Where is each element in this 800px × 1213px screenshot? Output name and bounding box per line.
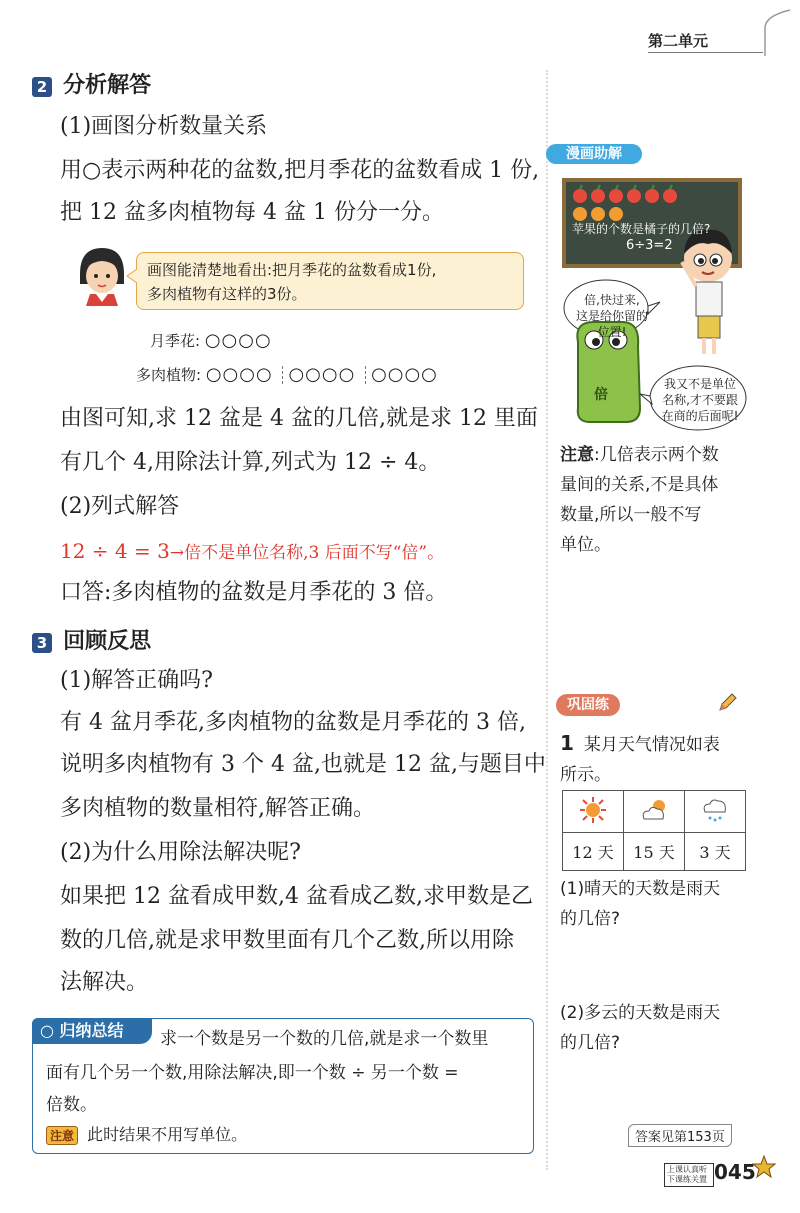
sidebar-note-line-3: 数量,所以一般不写: [560, 505, 702, 525]
unit-label: 第二单元: [648, 32, 709, 50]
group-separator: [282, 366, 283, 384]
summary-line-2: 面有几个另一个数,用除法解决,即一个数 ÷ 另一个数 =: [46, 1063, 459, 1083]
rose-label: 月季花:: [150, 332, 201, 350]
boy-bubble-line-2: 这是给你留的: [575, 309, 648, 323]
step-1-label: (1)画图分析数量关系: [60, 114, 268, 139]
boy-bubble: [572, 292, 652, 340]
speech-bubble: [136, 252, 524, 310]
answer-reference: [628, 1124, 732, 1147]
summary-title: 归纳总结: [59, 1021, 124, 1040]
paragraph-1-line-1: 用○表示两种花的盆数,把月季花的盆数看成 1 份,: [60, 158, 540, 183]
sidebar-note-line-1: :几倍表示两个数: [594, 445, 719, 465]
succulent-row: [136, 364, 438, 385]
answer-reference-text: 答案见第153页: [635, 1130, 725, 1145]
summary-bullet-icon: ○: [40, 1021, 54, 1040]
pencil-icon: [716, 690, 740, 714]
step-2-label: (2)列式解答: [60, 494, 180, 519]
monster-bubble: [652, 376, 748, 424]
monster-label: 倍: [594, 387, 608, 403]
question-2: (2)为什么用除法解决呢?: [60, 840, 301, 865]
practice-q2-line-1: (2)多云的天数是雨天: [560, 1003, 721, 1023]
practice-tag: [556, 694, 620, 716]
board-equation: 6÷3=2: [626, 238, 673, 253]
speech-line-2: 多肉植物有这样的3份。: [147, 285, 307, 303]
page-number: 045: [714, 1160, 756, 1184]
comic-label: 漫画助解: [566, 146, 622, 162]
section-3-title: 回顾反思: [63, 629, 152, 654]
group-separator: [365, 366, 366, 384]
answer-1-line-1: 有 4 盆月季花,多肉植物的盆数是月季花的 3 倍,: [60, 710, 526, 735]
answer-1-line-2: 说明多肉植物有 3 个 4 盆,也就是 12 盆,与题目中: [60, 752, 546, 777]
paragraph-2-line-1: 由图可知,求 12 盆是 4 盆的几倍,就是求 12 里面: [60, 406, 538, 431]
practice-label: 巩固练: [567, 697, 609, 713]
problem-line-1: 某月天气情况如表: [583, 735, 720, 755]
weather-table: [562, 790, 746, 871]
slogan-line-2: 下课练关置: [667, 1175, 707, 1184]
boy-bubble-line-3: 位置!: [597, 325, 627, 339]
rose-row: [150, 330, 272, 351]
rain-icon: [700, 796, 730, 824]
star-mascot-icon: [752, 1154, 776, 1180]
section-2-heading: [32, 68, 151, 99]
practice-q1-line-2: 的几倍?: [560, 909, 621, 929]
section-2-title: 分析解答: [63, 73, 152, 98]
column-divider: [546, 70, 548, 1170]
weather-cell: [563, 791, 624, 833]
footer-slogan: [664, 1163, 714, 1187]
answer-line: 口答:多肉植物的盆数是月季花的 3 倍。: [60, 580, 448, 605]
answer-2-line-2: 数的几倍,就是求甲数里面有几个乙数,所以用除: [60, 928, 514, 953]
boy-bubble-line-1: 倍,快过来,: [584, 293, 640, 307]
succulent-group-1: ○○○○: [205, 364, 273, 385]
practice-question-2: [560, 998, 720, 1058]
sidebar-note: [560, 440, 760, 560]
answer-2-line-1: 如果把 12 盆看成甲数,4 盆看成乙数,求甲数是乙: [60, 884, 533, 909]
question-1: (1)解答正确吗?: [60, 668, 213, 693]
speech-line-1: 画图能清楚地看出:把月季花的盆数看成1份,: [147, 261, 437, 279]
answer-2-line-3: 法解决。: [60, 970, 149, 995]
rose-circles: ○○○○: [204, 330, 272, 351]
weather-icon-row: [563, 791, 746, 833]
page-header: [648, 30, 778, 54]
section-3-heading: [32, 624, 151, 655]
practice-question-1: [560, 874, 720, 934]
summary-tag: [32, 1018, 152, 1044]
section-2-badge: 2: [32, 77, 52, 97]
summary-note: [46, 1122, 247, 1145]
header-rule: [648, 52, 763, 53]
note-tag: 注意: [46, 1126, 78, 1145]
section-3-badge: 3: [32, 633, 52, 653]
days-cloudy: 15 天: [624, 833, 685, 871]
sidebar-note-line-4: 单位。: [560, 535, 611, 555]
equation-line: [60, 536, 444, 568]
succulent-label: 多肉植物:: [136, 366, 202, 384]
header-corner-line: [760, 8, 800, 58]
problem-number: 1: [560, 731, 574, 755]
weather-cell: [624, 791, 685, 833]
succulent-group-2: ○○○○: [288, 364, 356, 385]
equation-note: →倍不是单位名称,3 后面不写“倍”。: [169, 543, 445, 563]
weather-cell: [685, 791, 746, 833]
monster-bubble-line-3: 在商的后面呢!: [661, 409, 739, 423]
board-question: 苹果的个数是橘子的几倍?: [572, 222, 711, 236]
days-sunny: 12 天: [563, 833, 624, 871]
speech-bubble-tail: [126, 268, 138, 284]
succulent-group-3: ○○○○: [371, 364, 438, 385]
answer-1-line-3: 多肉植物的数量相符,解答正确。: [60, 796, 375, 821]
comic-tag: [546, 144, 642, 164]
sun-icon: [579, 796, 607, 824]
equation: 12 ÷ 4 = 3: [60, 539, 170, 563]
girl-avatar: [72, 244, 132, 306]
sidebar-note-label: 注意: [560, 445, 594, 465]
cloudy-icon: [639, 797, 669, 823]
days-rainy: 3 天: [685, 833, 746, 871]
practice-q1-line-1: (1)晴天的天数是雨天: [560, 879, 721, 899]
note-text: 此时结果不用写单位。: [87, 1125, 248, 1144]
practice-problem: [560, 728, 720, 760]
practice-q2-line-2: 的几倍?: [560, 1033, 621, 1053]
paragraph-2-line-2: 有几个 4,用除法计算,列式为 12 ÷ 4。: [60, 450, 441, 475]
summary-line-1: 求一个数是另一个数的几倍,就是求一个数里: [160, 1029, 489, 1049]
monster-bubble-line-1: 我又不是单位: [663, 377, 736, 391]
sidebar-note-line-2: 量间的关系,不是具体: [560, 475, 719, 495]
weather-days-row: [563, 833, 746, 871]
problem-line-2: 所示。: [560, 765, 611, 785]
slogan-line-1: 上课认真听: [667, 1165, 707, 1174]
paragraph-1-line-2: 把 12 盆多肉植物每 4 盆 1 份分一分。: [60, 200, 444, 225]
summary-line-3: 倍数。: [46, 1095, 97, 1115]
monster-bubble-line-2: 名称,才不要跟: [662, 393, 738, 407]
